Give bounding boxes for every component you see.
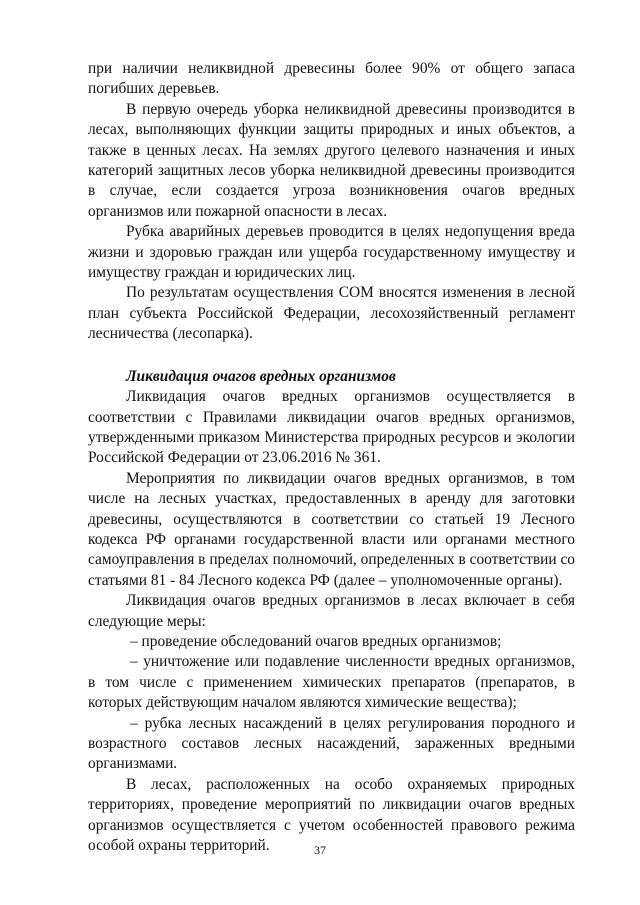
page-number: 37 — [314, 843, 326, 857]
paragraph-protected-territories: В лесах, расположенных на особо охраняемых природных территориях, проведение мероприятий по ликвидации очагов вредных организмов осуществляется с учетом особенностей правового режима особой охраны территорий. — [88, 775, 575, 855]
paragraph-continuation: при наличии неликвидной древесины более 90% от общего запаса погибших деревьев. — [88, 60, 575, 98]
document-body — [88, 59, 575, 856]
paragraph-som-results: По результатам осуществления СОМ вносятся изменения в лесной план субъекта Российской Федерации, лесохозяйственный регламент лесничества (лесопарка). — [88, 284, 575, 343]
paragraph-liquidation-measures-authority: Мероприятия по ликвидации очагов вредных организмов, в том числе на лесных участках, предоставленных в аренду для заготовки древесины, осуществляются в соответствии со статьей 19 Лесного кодекса РФ органами государственной власти или органами местного самоуправления в пределах полномочий, определенных в соответствии со статьями 81 - 84 Лесного кодекса РФ (далее – уполномоченные органы). — [88, 469, 575, 589]
paragraph-measures-intro: Ликвидация очагов вредных организмов в лесах включает в себя следующие меры: — [88, 592, 575, 630]
list-item-felling: – рубка лесных насаждений в целях регулирования породного и возрастного составов лесных насаждений, зараженных вредными организмами. — [88, 714, 575, 773]
paragraph-emergency-felling: Рубка аварийных деревьев проводится в целях недопущения вреда жизни и здоровью граждан или ущерба государственному имуществу и имуществу граждан и юридических лиц. — [88, 223, 575, 282]
paragraph-priority-cleanup: В первую очередь уборка неликвидной древесины производится в лесах, выполняющих функции защиты природных и иных объектов, а также в ценных лесах. На землях другого целевого назначения и иных категорий защитных лесов уборка неликвидной древесины производится в случае, если создается угроза возникновения очагов вредных организмов или пожарной опасности в лесах. — [88, 100, 575, 220]
section-heading: Ликвидация очагов вредных организмов — [126, 367, 396, 385]
list-item-surveys: – проведение обследований очагов вредных организмов; — [130, 632, 502, 650]
paragraph-liquidation-rules: Ликвидация очагов вредных организмов осуществляется в соответствии с Правилами ликвидации очагов вредных организмов, утвержденными приказом Министерства природных ресурсов и экологии Российской Федерации от 23.06.2016 № 361. — [88, 388, 575, 467]
list-item-suppression: – уничтожение или подавление численности вредных организмов, в том числе с применением химических препаратов (препаратов, в которых действующим началом являются химические вещества); — [88, 653, 575, 712]
